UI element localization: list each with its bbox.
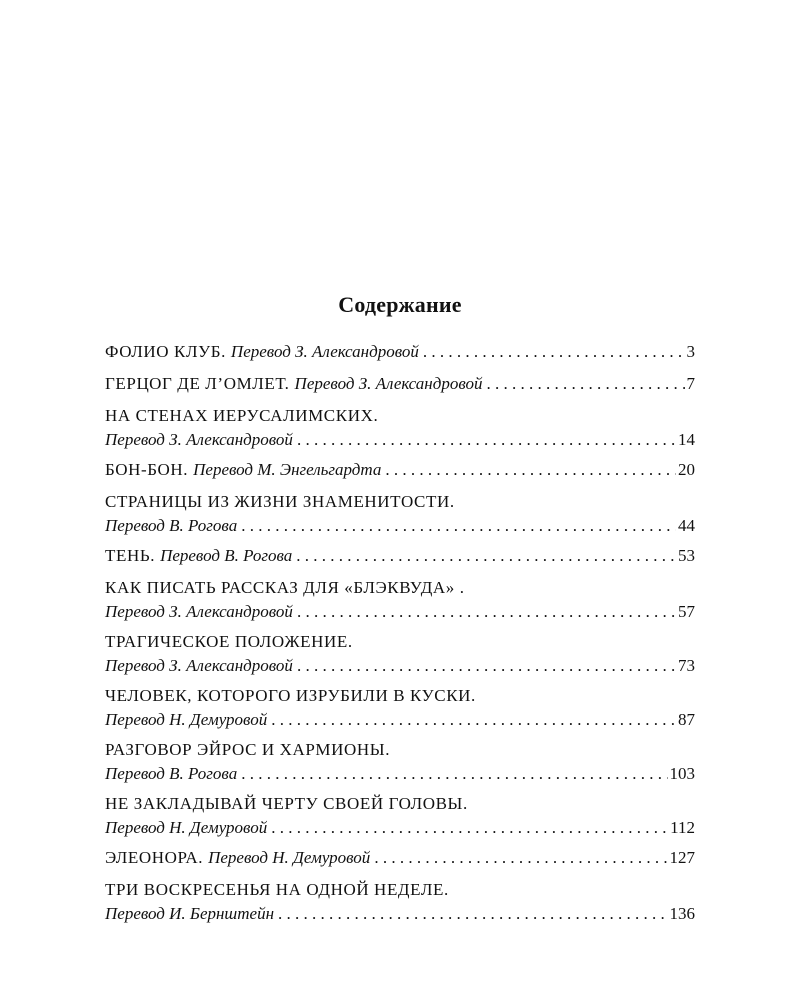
- toc-entry[interactable]: [105, 792, 695, 840]
- dot-leader: [296, 544, 676, 568]
- entry-translator: Перевод В. Рогова: [105, 516, 238, 535]
- toc-entry[interactable]: [105, 846, 695, 870]
- entry-title: БОН-БОН.: [105, 460, 189, 479]
- entry-title: ЭЛЕОНОРА.: [105, 848, 204, 867]
- entry-translator: Перевод З. Александровой: [105, 656, 293, 675]
- entry-translator: Перевод Н. Демуровой: [105, 710, 268, 729]
- entry-title: ТРАГИЧЕСКОЕ ПОЛОЖЕНИЕ.: [105, 632, 353, 651]
- toc-entry[interactable]: [105, 738, 695, 786]
- entry-page-number: 127: [669, 848, 695, 867]
- entry-title: ФОЛИО КЛУБ.: [105, 342, 226, 361]
- toc-entry[interactable]: [105, 576, 695, 624]
- dot-leader: [297, 600, 676, 624]
- dot-leader: [374, 846, 667, 870]
- entry-title: ГЕРЦОГ ДЕ Л’ОМЛЕТ.: [105, 374, 290, 393]
- entry-translator: Перевод Н. Демуровой: [105, 818, 268, 837]
- entry-translator: Перевод Н. Демуровой: [208, 848, 371, 867]
- dot-leader: [486, 372, 684, 396]
- entry-page-number: 7: [686, 374, 695, 393]
- entry-title: СТРАНИЦЫ ИЗ ЖИЗНИ ЗНАМЕНИТОСТИ.: [105, 492, 455, 511]
- entry-page-number: 20: [678, 460, 695, 479]
- toc-entry[interactable]: [105, 630, 695, 678]
- entry-page-number: 136: [669, 904, 695, 923]
- entry-page-number: 112: [670, 818, 695, 837]
- entry-page-number: 3: [686, 342, 695, 361]
- toc-list: [105, 340, 695, 932]
- entry-translator: Перевод В. Рогова: [160, 546, 293, 565]
- entry-title: НЕ ЗАКЛАДЫВАЙ ЧЕРТУ СВОЕЙ ГОЛОВЫ.: [105, 794, 468, 813]
- entry-page-number: 53: [678, 546, 695, 565]
- toc-entry[interactable]: [105, 684, 695, 732]
- toc-entry[interactable]: [105, 878, 695, 926]
- dot-leader: [241, 762, 667, 786]
- dot-leader: [385, 458, 676, 482]
- entry-page-number: 57: [678, 602, 695, 621]
- toc-entry[interactable]: [105, 404, 695, 452]
- toc-entry[interactable]: [105, 490, 695, 538]
- entry-page-number: 87: [678, 710, 695, 729]
- entry-page-number: 73: [678, 656, 695, 675]
- entry-translator: Перевод И. Бернштейн: [105, 904, 275, 923]
- entry-title: КАК ПИСАТЬ РАССКАЗ ДЛЯ «БЛЭКВУДА» .: [105, 578, 465, 597]
- entry-translator: Перевод З. Александровой: [230, 342, 419, 361]
- dot-leader: [297, 428, 676, 452]
- dot-leader: [271, 708, 676, 732]
- entry-page-number: 103: [669, 764, 695, 783]
- entry-title: ТЕНЬ.: [105, 546, 156, 565]
- entry-title: НА СТЕНАХ ИЕРУСАЛИМСКИХ.: [105, 406, 379, 425]
- dot-leader: [278, 902, 667, 926]
- entry-translator: Перевод З. Александровой: [105, 602, 293, 621]
- entry-translator: Перевод М. Энгельгардта: [193, 460, 382, 479]
- dot-leader: [297, 654, 676, 678]
- entry-title: ТРИ ВОСКРЕСЕНЬЯ НА ОДНОЙ НЕДЕЛЕ.: [105, 880, 449, 899]
- entry-translator: Перевод В. Рогова: [105, 764, 238, 783]
- entry-translator: Перевод З. Александровой: [294, 374, 483, 393]
- toc-entry[interactable]: [105, 340, 695, 364]
- dot-leader: [241, 514, 676, 538]
- entry-page-number: 14: [678, 430, 695, 449]
- dot-leader: [423, 340, 685, 364]
- entry-translator: Перевод З. Александровой: [105, 430, 293, 449]
- entry-title: ЧЕЛОВЕК, КОТОРОГО ИЗРУБИЛИ В КУСКИ.: [105, 686, 476, 705]
- dot-leader: [271, 816, 668, 840]
- toc-heading: Содержание: [338, 292, 462, 317]
- entry-page-number: 44: [678, 516, 695, 535]
- toc-entry[interactable]: [105, 458, 695, 482]
- toc-entry[interactable]: [105, 544, 695, 568]
- toc-entry[interactable]: [105, 372, 695, 396]
- entry-title: РАЗГОВОР ЭЙРОС И ХАРМИОНЫ.: [105, 740, 391, 759]
